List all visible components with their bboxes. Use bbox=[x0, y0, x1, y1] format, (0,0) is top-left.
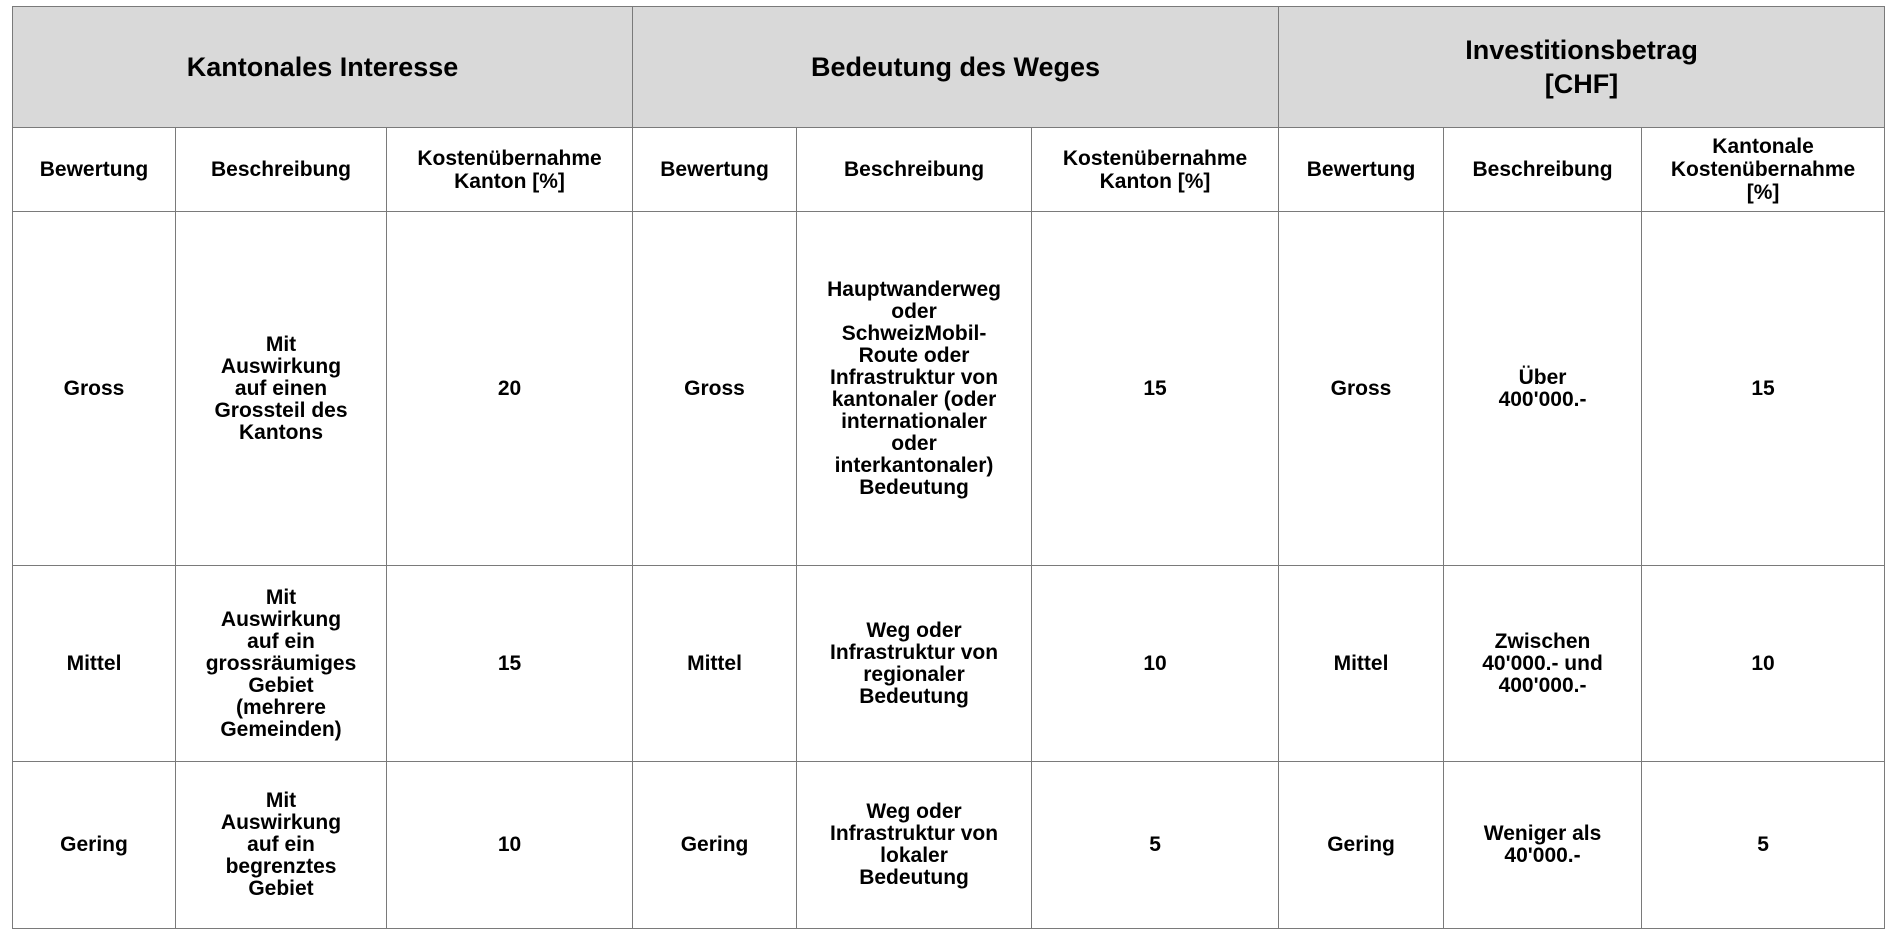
column-header: Bewertung bbox=[13, 128, 176, 212]
table-cell: 15 bbox=[1642, 212, 1885, 566]
table-cell: Gross bbox=[1279, 212, 1444, 566]
group-header-bedeutung-des-weges: Bedeutung des Weges bbox=[633, 7, 1279, 128]
table-row bbox=[13, 566, 1885, 762]
table-cell: Mit Auswirkung auf ein grossräumiges Gebiet (mehrere Gemeinden) bbox=[176, 566, 387, 762]
table-cell: 15 bbox=[1032, 212, 1279, 566]
group-header-investitionsbetrag: Investitionsbetrag [CHF] bbox=[1279, 7, 1885, 128]
table-cell: Mit Auswirkung auf einen Grossteil des Kantons bbox=[176, 212, 387, 566]
table-cell: 10 bbox=[387, 762, 633, 929]
table-cell: Gross bbox=[633, 212, 797, 566]
table-cell: Mittel bbox=[633, 566, 797, 762]
column-header: Kostenübernahme Kanton [%] bbox=[387, 128, 633, 212]
column-header: Beschreibung bbox=[176, 128, 387, 212]
table-row bbox=[13, 212, 1885, 566]
cost-sharing-table bbox=[12, 6, 1885, 929]
table-cell: Weg oder Infrastruktur von regionaler Bedeutung bbox=[797, 566, 1032, 762]
column-header: Beschreibung bbox=[797, 128, 1032, 212]
table-cell: Mittel bbox=[1279, 566, 1444, 762]
table-row bbox=[13, 762, 1885, 929]
group-header-row bbox=[13, 7, 1885, 128]
table-cell: Weg oder Infrastruktur von lokaler Bedeutung bbox=[797, 762, 1032, 929]
table-cell: Zwischen 40'000.- und 400'000.- bbox=[1444, 566, 1642, 762]
column-header: Kostenübernahme Kanton [%] bbox=[1032, 128, 1279, 212]
table-cell: 10 bbox=[1642, 566, 1885, 762]
table-cell: Mittel bbox=[13, 566, 176, 762]
table-cell: Gering bbox=[633, 762, 797, 929]
table-cell: 5 bbox=[1032, 762, 1279, 929]
table-cell: Über 400'000.- bbox=[1444, 212, 1642, 566]
column-header: Bewertung bbox=[1279, 128, 1444, 212]
table-cell: 15 bbox=[387, 566, 633, 762]
column-header: Beschreibung bbox=[1444, 128, 1642, 212]
table-cell: Mit Auswirkung auf ein begrenztes Gebiet bbox=[176, 762, 387, 929]
table-cell: Gering bbox=[13, 762, 176, 929]
table-cell: 20 bbox=[387, 212, 633, 566]
table-cell: 10 bbox=[1032, 566, 1279, 762]
table-cell: Hauptwanderweg oder SchweizMobil- Route oder Infrastruktur von kantonaler (oder internationaler oder interkantonaler) Bedeutung bbox=[797, 212, 1032, 566]
table-cell: Weniger als 40'000.- bbox=[1444, 762, 1642, 929]
table-cell: Gross bbox=[13, 212, 176, 566]
table-cell: Gering bbox=[1279, 762, 1444, 929]
sub-header-row bbox=[13, 128, 1885, 212]
group-header-kantonales-interesse: Kantonales Interesse bbox=[13, 7, 633, 128]
column-header: Kantonale Kostenübernahme [%] bbox=[1642, 128, 1885, 212]
column-header: Bewertung bbox=[633, 128, 797, 212]
table-cell: 5 bbox=[1642, 762, 1885, 929]
